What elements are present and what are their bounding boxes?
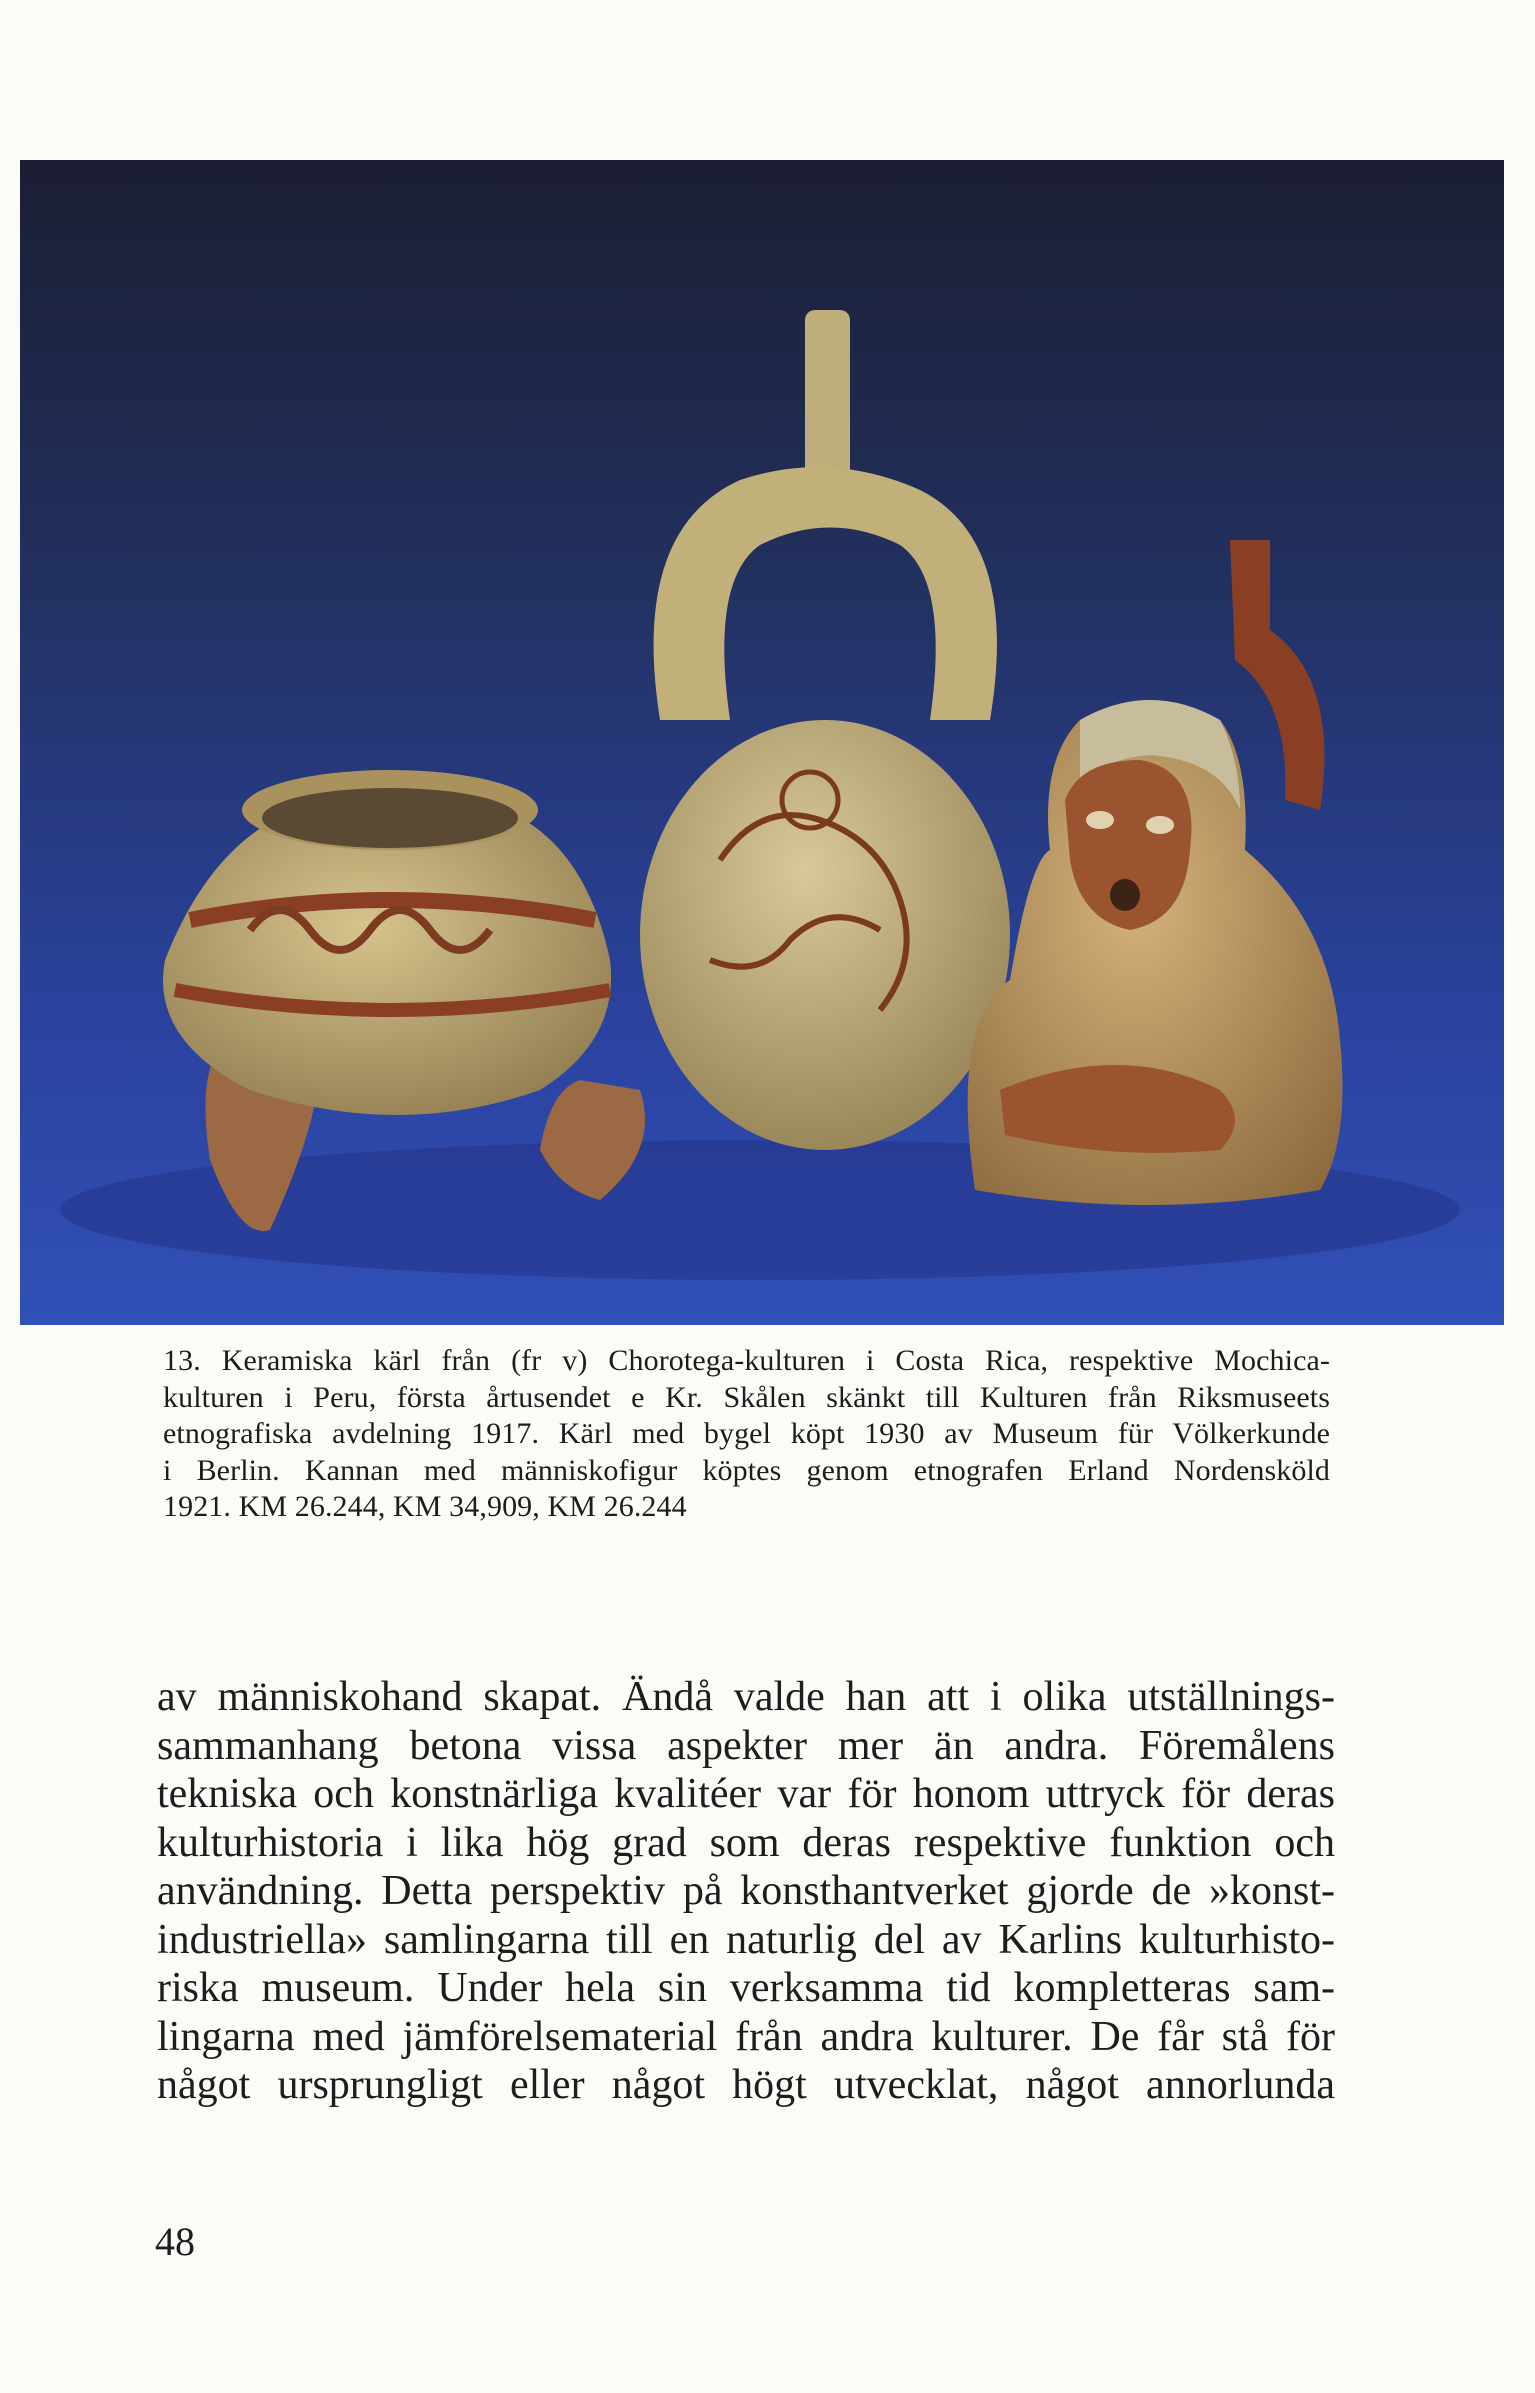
caption-line: etnografiska avdelning 1917. Kärl med bygel köpt 1930 av Museum für Völkerkunde: [163, 1417, 1330, 1450]
body-line: riska museum. Under hela sin verksamma tid kompletteras sam-: [157, 1965, 1335, 2011]
body-line: användning. Detta perspektiv på konsthantverket gjorde de »konst-: [157, 1868, 1335, 1914]
body-paragraph: [157, 1673, 1335, 2110]
page-number: 48: [155, 2219, 195, 2264]
figure-caption: [163, 1343, 1330, 1526]
body-line: sammanhang betona vissa aspekter mer än andra. Föremålens: [157, 1722, 1335, 1769]
caption-line: kulturen i Peru, första årtusendet e Kr. Skålen skänkt till Kulturen från Riksmuseets: [163, 1380, 1330, 1414]
body-line: kulturhistoria i lika hög grad som deras respektive funktion och: [157, 1819, 1335, 1866]
body-line: något ursprungligt eller något högt utvecklat, något annorlunda: [157, 2062, 1335, 2108]
body-line: tekniska och konstnärliga kvalitéer var för honom uttryck för deras: [157, 1771, 1335, 1817]
caption-line: i Berlin. Kannan med människofigur köptes genom etnografen Erland Nordensköld: [163, 1453, 1330, 1487]
caption-line: 1921. KM 26.244, KM 34,909, KM 26.244: [163, 1490, 687, 1523]
figure-photo-ceramic-vessels: [20, 160, 1504, 1325]
body-line: av människohand skapat. Ändå valde han att i olika utställnings-: [157, 1674, 1335, 1720]
caption-line: 13. Keramiska kärl från (fr v) Chorotega-kulturen i Costa Rica, respektive Mochica-: [163, 1344, 1330, 1377]
body-line: lingarna med jämförelsematerial från andra kulturer. De får stå för: [157, 2013, 1335, 2060]
body-line: industriella» samlingarna till en naturlig del av Karlins kulturhisto-: [157, 1916, 1335, 1963]
